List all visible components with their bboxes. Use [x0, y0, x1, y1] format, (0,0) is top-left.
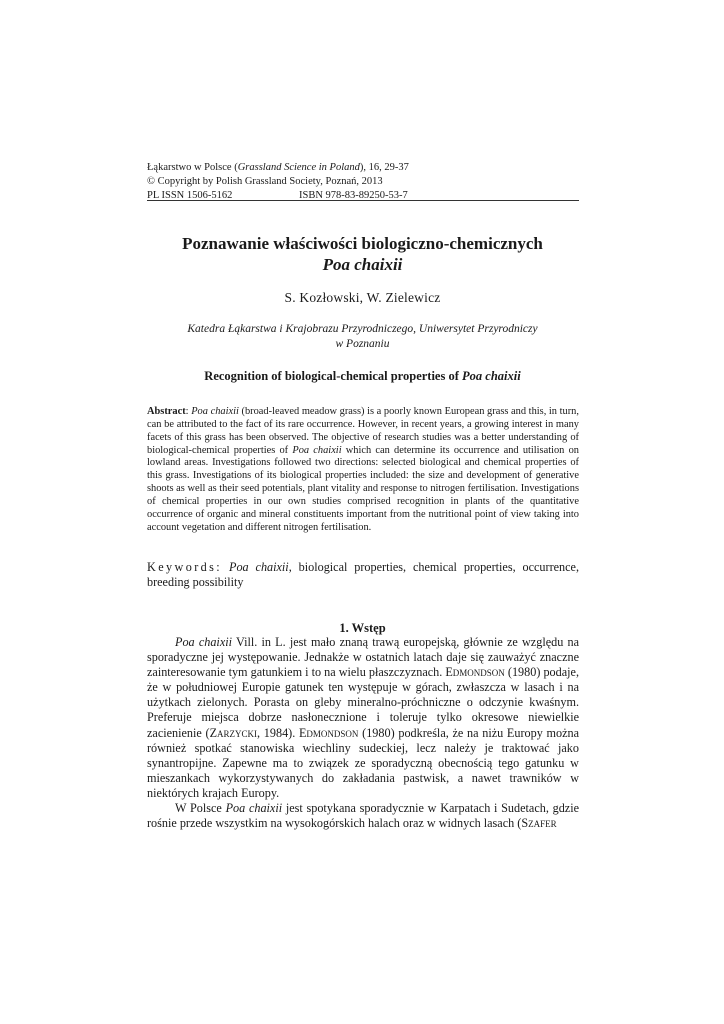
- citation-prefix: Łąkarstwo w Polsce (: [147, 162, 238, 173]
- keywords: [147, 560, 579, 590]
- article-title: [110, 233, 615, 275]
- p1-citation-2: Zarzycki: [209, 725, 258, 740]
- abstract: [147, 406, 579, 534]
- abstract-label: Abstract: [147, 406, 186, 417]
- abstract-text-2: which can determine its occurrence and utilisation on lowland areas. Investigations followed two directions: selected biological and chemical properties of this grass. Investigations of its biological properties included: the size and development of generative shoots as well as their seed potentials, plant vitality and response to nitrogen fertilisation. Investigations of chemical properties in our own studies comprised recognition in plants of the quantitative occurrence of organic and mineral constituents important from the nutritional point of view taking into account vegetation and different nitrogen fertilisation.: [147, 444, 579, 533]
- journal-citation: [147, 161, 579, 175]
- p1-citation-3: Edmondson: [298, 725, 359, 740]
- p1-citation-1: Edmondson: [445, 665, 505, 680]
- abstract-colon: :: [185, 406, 192, 417]
- section-heading: 1. Wstęp: [339, 621, 386, 635]
- authors: [110, 290, 615, 306]
- title-species: Poa chaixii: [322, 255, 403, 274]
- abstract-text-1: (broad-leaved meadow grass) is a poorly known European grass and this, in turn, can be attributed to the fact of its rare occurrence. However, in recent years, a growing interest in many facets of this grass has been observed. The objective of research studies was a better understanding of biological-chemical properties of: [147, 406, 579, 456]
- journal-header: [147, 161, 579, 203]
- p2-species: Poa chaixii: [225, 801, 283, 816]
- english-title: [110, 369, 615, 384]
- p1-text-a: Vill. in L. jest mało znaną trawą europejską, głównie ze względu na sporadyczne jej występowanie. Jednakże w ostatnich latach daje się zauważyć znaczne zainteresowanie tym gatunkiem i to na wielu płaszczyznach.: [147, 635, 580, 680]
- journal-name: Grassland Science in Poland: [237, 162, 360, 173]
- p1-text-b: (1980) podaje, że w południowej Europie gatunek ten występuje w górach, zwłaszcza w lasach i na użytkach zielonych. Porasta on gleby mineralno-próchniczne o odczynie kwaśnym. Preferuje miejsca dobrze nasłonecznione i toleruje tylko okresowe niewielkie zacienienie (: [147, 665, 579, 740]
- paragraph-1: [147, 635, 579, 801]
- isbn: ISBN 978-83-89250-53-7: [299, 190, 408, 201]
- citation-suffix: ), 16, 29-37: [359, 162, 409, 173]
- affiliation-line-2: w Poznaniu: [335, 338, 390, 350]
- p1-text-d: (1980) podkreśla, że na niżu Europy można również spotkać stanowiska wiechliny sudeckiej, lecz należy je traktować jako synantropijne. Zapewne ma to związek ze sporadyczną obecnością tego gatunku w mieszankach wykorzystywanych do zakładania pastwisk, a nawet trawników w niektórych krajach Europy.: [147, 725, 579, 800]
- keywords-label: Keywords:: [147, 560, 223, 574]
- header-divider: [147, 200, 579, 201]
- paragraph-2: [147, 801, 579, 831]
- p1-text-c: , 1984).: [257, 725, 299, 740]
- abstract-species-1: Poa chaixii: [191, 406, 239, 417]
- english-title-text: Recognition of biological-chemical properties of: [204, 369, 463, 383]
- title-line-1: Poznawanie właściwości biologiczno-chemicznych: [182, 234, 543, 253]
- keywords-list: , biological properties, chemical properties, occurrence, breeding possibility: [147, 560, 580, 589]
- copyright-line: © Copyright by Polish Grassland Society, Poznań, 2013: [147, 176, 383, 187]
- abstract-species-2: Poa chaixii: [292, 444, 342, 456]
- p2-text-a: W Polsce: [175, 801, 226, 816]
- keywords-species: Poa chaixii: [229, 560, 289, 574]
- english-title-species: Poa chaixii: [462, 369, 521, 383]
- issn: PL ISSN 1506-5162: [147, 190, 233, 201]
- author-names: S. Kozłowski, W. Zielewicz: [284, 290, 441, 305]
- p1-species: Poa chaixii: [175, 635, 233, 649]
- body-text: [147, 635, 579, 831]
- p2-text-b: jest spotykana sporadycznie w Karpatach i Sudetach, gdzie rośnie przede wszystkim na wysokogórskich halach oraz w widnych lasach (: [147, 801, 579, 831]
- affiliation-line-1: Katedra Łąkarstwa i Krajobrazu Przyrodniczego, Uniwersytet Przyrodniczy: [187, 323, 538, 335]
- affiliation: [110, 322, 615, 352]
- p2-citation: Szafer: [521, 816, 557, 831]
